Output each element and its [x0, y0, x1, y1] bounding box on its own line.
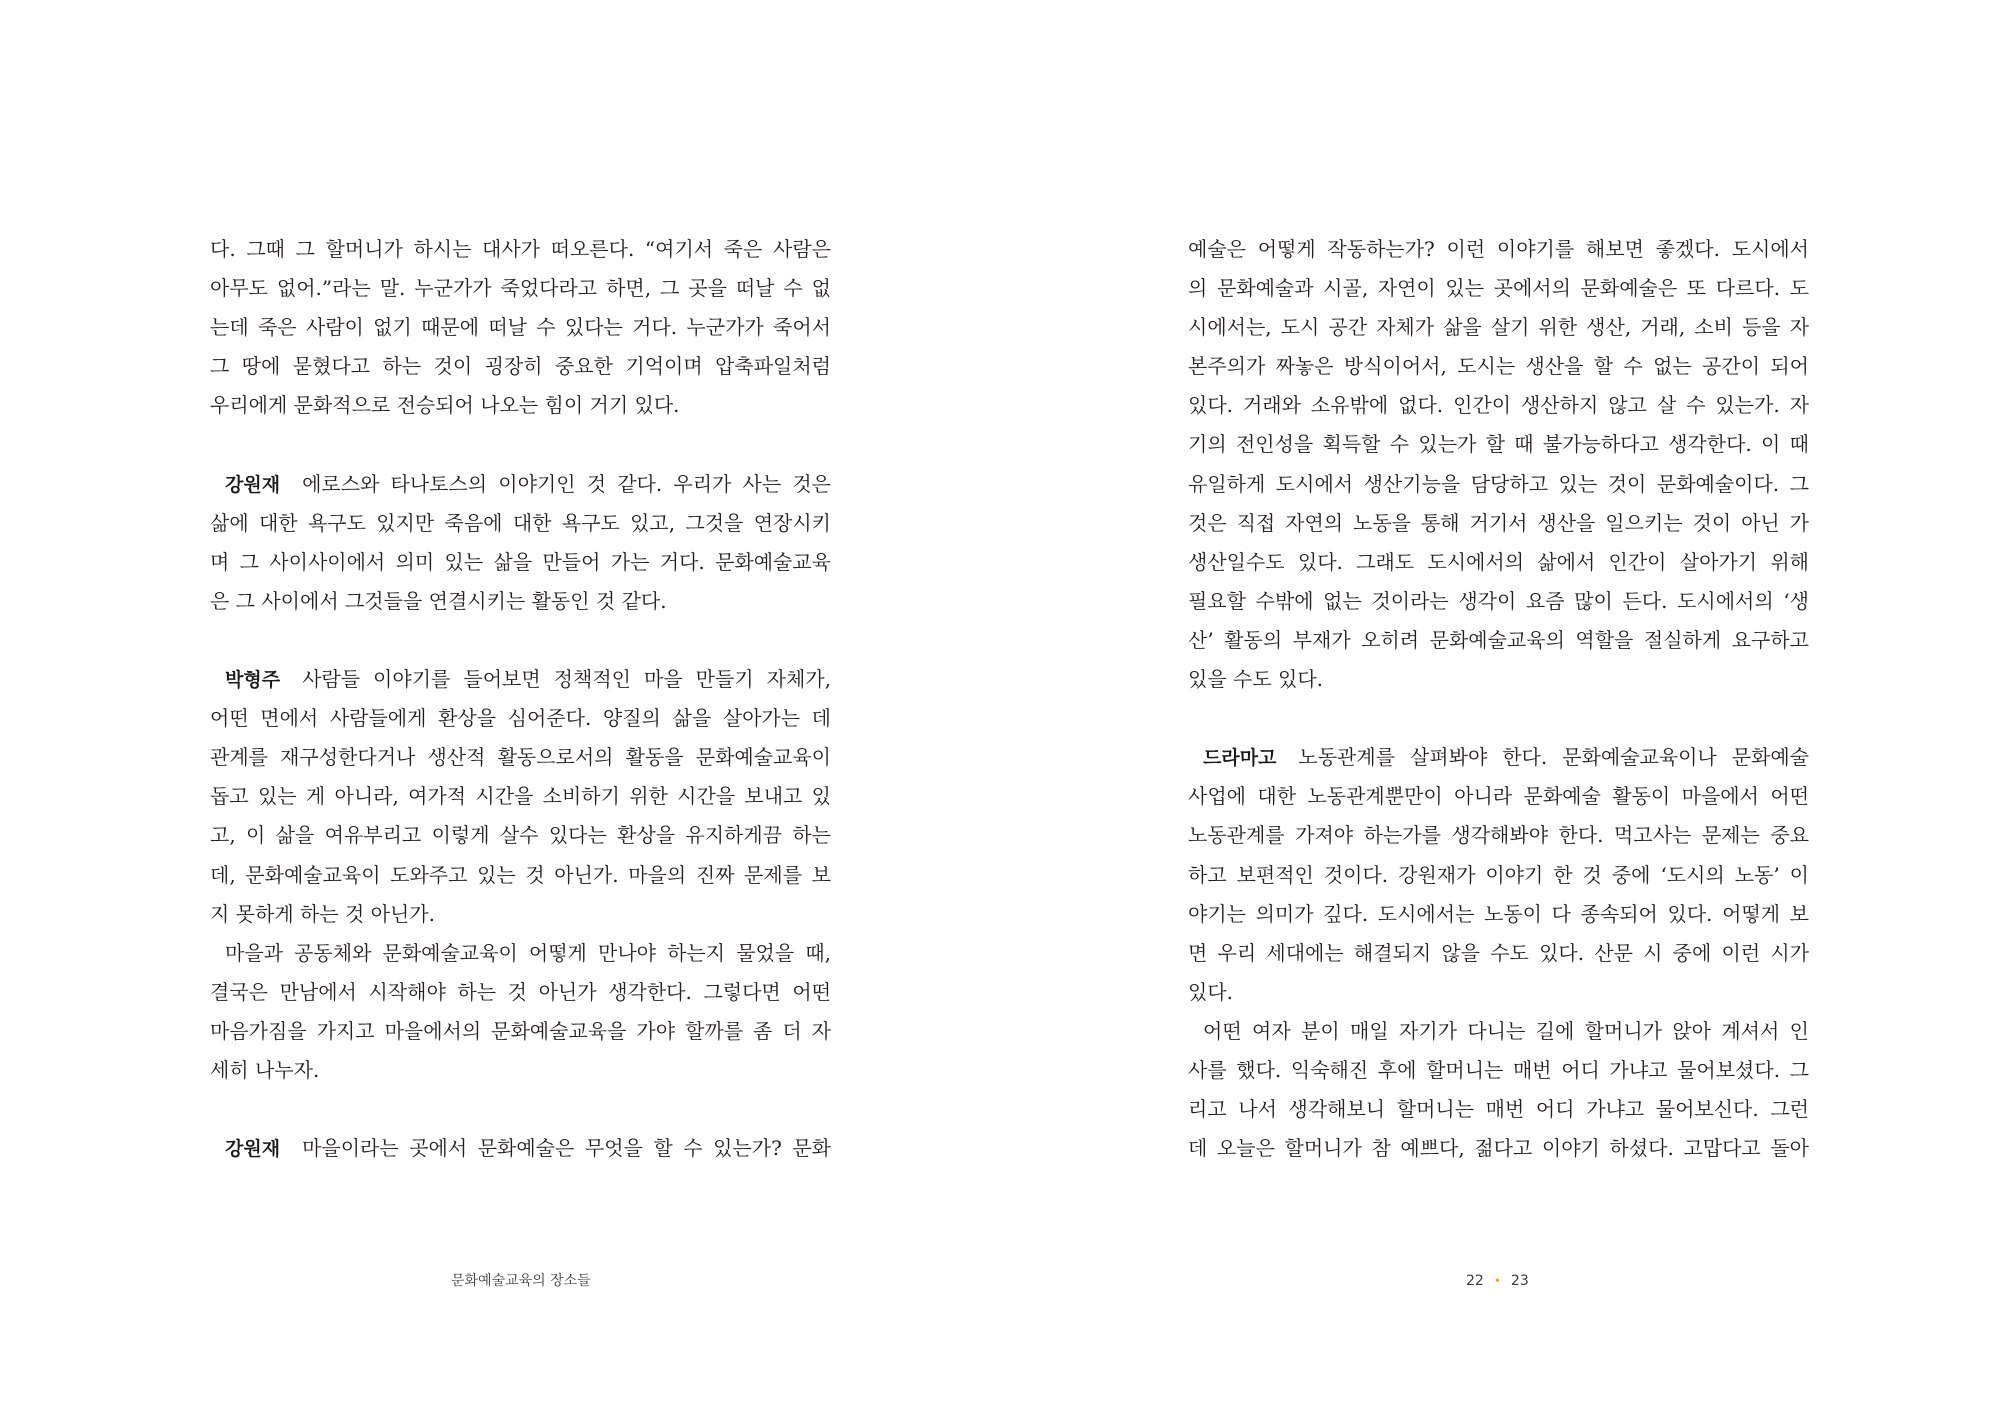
text-line: 있다. 거래와 소유밖에 없다. 인간이 생산하지 않고 살 수 있는가. 자 — [1188, 393, 1809, 418]
page-number-left: 22 — [1466, 1273, 1484, 1289]
text-line: 시에서는, 도시 공간 자체가 삶을 살기 위한 생산, 거래, 소비 등을 자 — [1188, 315, 1809, 340]
text-line: 어떤 여자 분이 매일 자기가 다니는 길에 할머니가 앉아 계셔서 인 — [1203, 1018, 1809, 1043]
text-line: 어떤 면에서 사람들에게 환상을 심어준다. 양질의 삶을 살아가는 데 — [210, 706, 831, 731]
text-line: 마을과 공동체와 문화예술교육이 어떻게 만나야 하는지 물었을 때, — [225, 940, 831, 965]
text-line: 리고 나서 생각해보니 할머니는 매번 어디 가냐고 물어보신다. 그런 — [1188, 1097, 1809, 1122]
speaker-name: 강원재 — [225, 473, 281, 496]
paragraph — [1188, 230, 1809, 699]
paragraph — [210, 934, 831, 1090]
right-page-body — [1188, 230, 1809, 1168]
text-line: 필요할 수밖에 없는 것이라는 생각이 요즘 많이 든다. 도시에서의 ‘생 — [1188, 588, 1809, 613]
text-line: 마음가짐을 가지고 마을에서의 문화예술교육을 가야 할까를 좀 더 자 — [210, 1018, 831, 1043]
text-line: 산’ 활동의 부재가 오히려 문화예술교육의 역할을 절실하게 요구하고 — [1188, 627, 1809, 652]
continued-turn — [1188, 230, 1809, 699]
text-line: 면 우리 세대에는 해결되지 않을 수도 있다. 산문 시 중에 이런 시가 — [1188, 940, 1809, 965]
text-line: 하고 보편적인 것이다. 강원재가 이야기 한 것 중에 ‘도시의 노동’ 이 — [1188, 862, 1809, 887]
text-line: 노동관계를 가져야 하는가를 생각해봐야 한다. 먹고사는 문제는 중요 — [1188, 823, 1809, 848]
text-line: 있을 수도 있다. — [1188, 667, 1323, 692]
folio-separator: • — [1493, 1274, 1501, 1288]
text-line: 결국은 만남에서 시작해야 하는 것 아닌가 생각한다. 그렇다면 어떤 — [210, 979, 831, 1004]
left-page-body — [210, 230, 831, 1168]
text-line — [210, 1129, 831, 1168]
line-text: 에로스와 타나토스의 이야기인 것 같다. 우리가 사는 것은 — [302, 471, 831, 496]
text-line: 지 못하게 하는 것 아닌가. — [210, 901, 435, 926]
paragraph — [1188, 1012, 1809, 1168]
paragraph — [210, 1129, 831, 1168]
text-line: 며 그 사이사이에서 의미 있는 삶을 만들어 가는 거다. 문화예술교육 — [210, 549, 831, 574]
page-numbers — [1466, 1270, 1529, 1292]
line-text: 사람들 이야기를 들어보면 정책적인 마을 만들기 자체가, — [302, 667, 831, 692]
text-line: 의 문화예술과 시골, 자연이 있는 곳에서의 문화예술은 또 다르다. 도 — [1188, 276, 1809, 301]
text-line: 유일하게 도시에서 생산기능을 담당하고 있는 것이 문화예술이다. 그 — [1188, 471, 1809, 496]
line-text: 노동관계를 살펴봐야 한다. 문화예술교육이나 문화예술 — [1298, 745, 1809, 770]
text-line: 우리에게 문화적으로 전승되어 나오는 힘이 거기 있다. — [210, 393, 680, 418]
text-line: 돕고 있는 게 아니라, 여가적 시간을 소비하기 위한 시간을 보내고 있 — [210, 784, 831, 809]
text-line: 야기는 의미가 깊다. 도시에서는 노동이 다 종속되어 있다. 어떻게 보 — [1188, 901, 1809, 926]
text-line — [1188, 738, 1809, 777]
text-line: 본주의가 짜놓은 방식이어서, 도시는 생산을 할 수 없는 공간이 되어 — [1188, 354, 1809, 379]
text-line: 기의 전인성을 획득할 수 있는가 할 때 불가능하다고 생각한다. 이 때 — [1188, 432, 1809, 457]
continued-turn — [210, 230, 831, 425]
speaker-turn — [210, 465, 831, 621]
text-line: 데, 문화예술교육이 도와주고 있는 것 아닌가. 마을의 진짜 문제를 보 — [210, 862, 831, 887]
text-line: 다. 그때 그 할머니가 하시는 대사가 떠오른다. “여기서 죽은 사람은 — [210, 237, 831, 261]
text-line: 는데 죽은 사람이 없기 때문에 떠날 수 있다는 거다. 누군가가 죽어서 — [210, 315, 831, 340]
speaker-name: 박형주 — [225, 669, 281, 692]
speaker-name: 드라마고 — [1203, 747, 1277, 770]
text-line: 고, 이 삶을 여유부리고 이렇게 살수 있다는 환상을 유지하게끔 하는 — [210, 823, 831, 848]
text-line — [210, 660, 831, 699]
speaker-turn — [210, 660, 831, 1090]
text-line: 있다. — [1188, 979, 1233, 1004]
text-line: 아무도 없어.”라는 말. 누군가가 죽었다라고 하면, 그 곳을 떠날 수 없 — [210, 276, 831, 301]
text-line: 사를 했다. 익숙해진 후에 할머니는 매번 어디 가냐고 물어보셨다. 그 — [1188, 1057, 1809, 1082]
text-line: 관계를 재구성한다거나 생산적 활동으로서의 활동을 문화예술교육이 — [210, 745, 831, 770]
text-line: 삶에 대한 욕구도 있지만 죽음에 대한 욕구도 있고, 그것을 연장시키 — [210, 510, 831, 535]
speaker-turn — [210, 1129, 831, 1168]
paragraph — [210, 230, 831, 425]
text-line: 그 땅에 묻혔다고 하는 것이 굉장히 중요한 기억이며 압축파일처럼 — [210, 354, 831, 379]
page-number-right: 23 — [1510, 1273, 1529, 1289]
text-line: 예술은 어떻게 작동하는가? 이런 이야기를 해보면 좋겠다. 도시에서 — [1188, 237, 1809, 261]
speaker-name: 강원재 — [225, 1138, 281, 1161]
running-title: 문화예술교육의 장소들 — [451, 1273, 591, 1289]
paragraph — [1188, 738, 1809, 1012]
text-line: 데 오늘은 할머니가 참 예쁘다, 젊다고 이야기 하셨다. 고맙다고 돌아 — [1188, 1136, 1809, 1161]
text-line: 생산일수도 있다. 그래도 도시에서의 삶에서 인간이 살아가기 위해 — [1188, 549, 1809, 574]
text-line: 사업에 대한 노동관계뿐만이 아니라 문화예술 활동이 마을에서 어떤 — [1188, 784, 1809, 809]
right-page — [1000, 0, 2000, 1413]
paragraph — [210, 660, 831, 934]
text-line: 세히 나누자. — [210, 1057, 320, 1082]
text-line — [210, 465, 831, 504]
speaker-turn — [1188, 738, 1809, 1168]
text-line: 것은 직접 자연의 노동을 통해 거기서 생산을 일으키는 것이 아닌 가 — [1188, 510, 1809, 535]
paragraph — [210, 465, 831, 621]
text-line: 은 그 사이에서 그것들을 연결시키는 활동인 것 같다. — [210, 588, 667, 613]
line-text: 마을이라는 곳에서 문화예술은 무엇을 할 수 있는가? 문화 — [302, 1136, 831, 1161]
